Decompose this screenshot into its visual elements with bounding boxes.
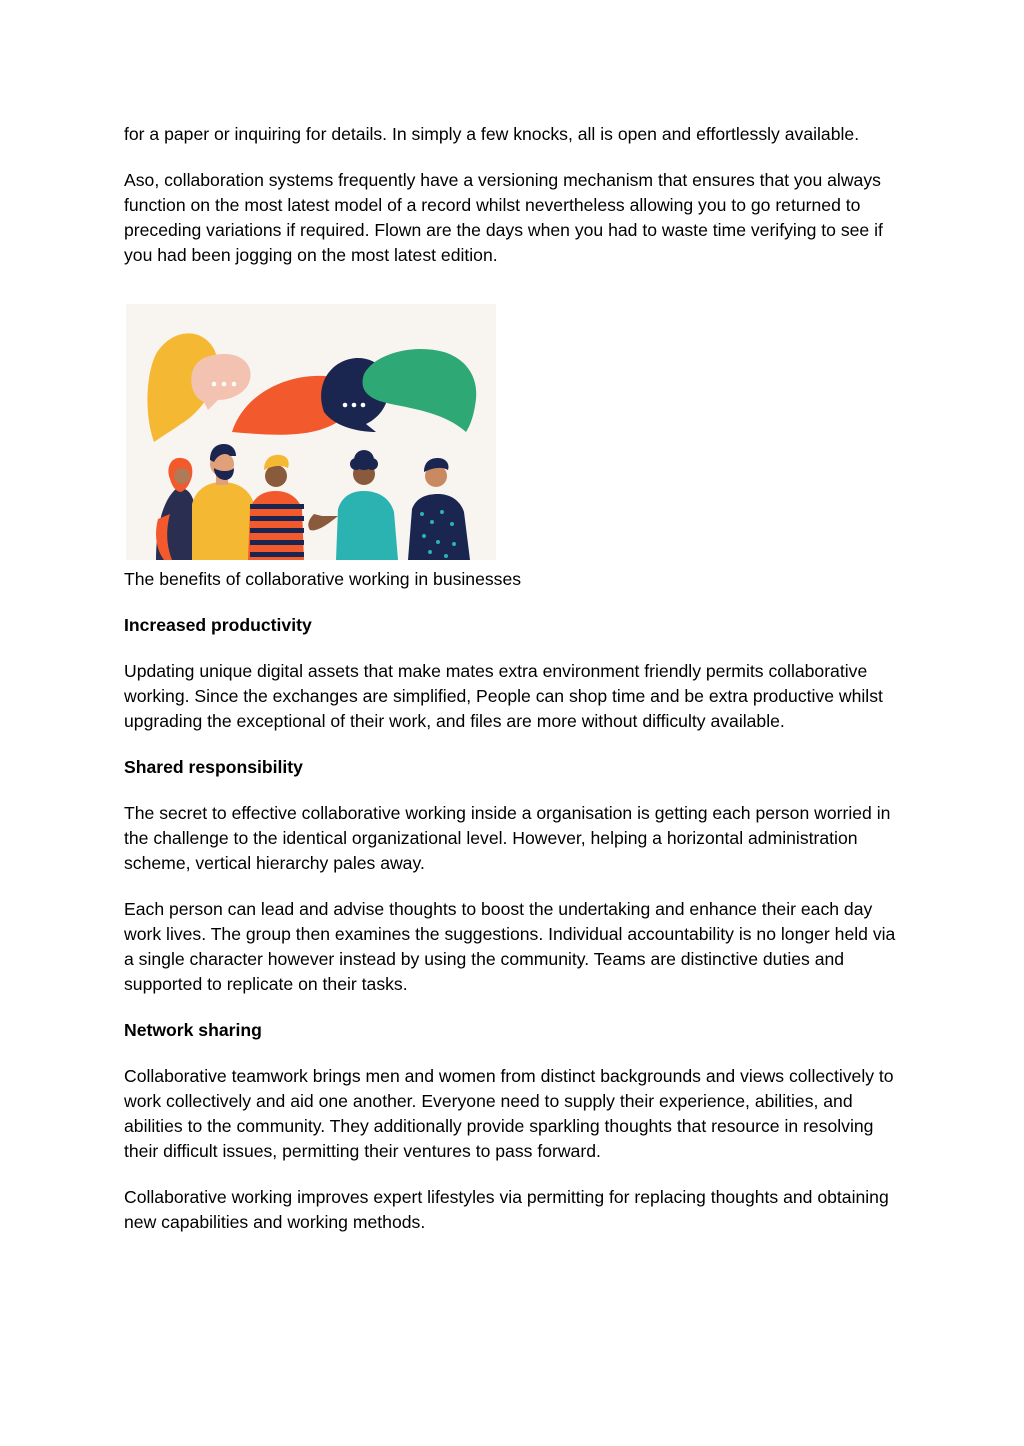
document-body (124, 122, 904, 1235)
heading-increased-productivity: Increased productivity (124, 615, 312, 635)
collaboration-illustration (126, 304, 496, 560)
paragraph-lifestyles: Collaborative working improves expert lifestyles via permitting for replacing thoughts and obtaining new capabilities and working methods. (124, 1187, 889, 1232)
heading-shared-responsibility: Shared responsibility (124, 757, 303, 777)
pink-bubble-dots-icon (212, 382, 237, 387)
figure-caption: The benefits of collaborative working in businesses (124, 569, 522, 589)
paragraph-responsibility: The secret to effective collaborative working inside a organisation is getting each person worried in the challenge to the identical organizational level. However, helping a horizontal administration scheme, vertical hierarchy pales away. (124, 803, 891, 873)
paragraph-network: Collaborative teamwork brings men and women from distinct backgrounds and views collectively to work collectively and aid one another. Everyone need to supply their experience, abilities, and abilities to the community. They additionally provide sparkling thoughts that resource in resolving their difficult issues, permitting their ventures to pass forward. (124, 1066, 894, 1161)
heading-network-sharing: Network sharing (124, 1020, 262, 1040)
navy-bubble-dots-icon (343, 403, 366, 408)
paragraph-versioning: Aso, collaboration systems frequently have a versioning mechanism that ensures that you always function on the most latest model of a record whilst nevertheless allowing you to go returned to preceding variations if required. Flown are the days when you had to waste time verifying to see if you had been jogging on the most latest edition. (124, 170, 883, 265)
paragraph-accountability: Each person can lead and advise thoughts to boost the undertaking and enhance their each day work lives. The group then examines the suggestions. Individual accountability is no longer held via a single character however instead by using the community. Teams are distinctive duties and supported to replicate on their tasks. (124, 899, 896, 994)
paragraph-productivity: Updating unique digital assets that make mates extra environment friendly permits collaborative working. Since the exchanges are simplified, People can shop time and be extra productive whilst upgrading the exceptional of their work, and files are more without difficulty available. (124, 661, 883, 731)
paragraph-continuation: for a paper or inquiring for details. In simply a few knocks, all is open and effortlessly available. (124, 124, 860, 144)
